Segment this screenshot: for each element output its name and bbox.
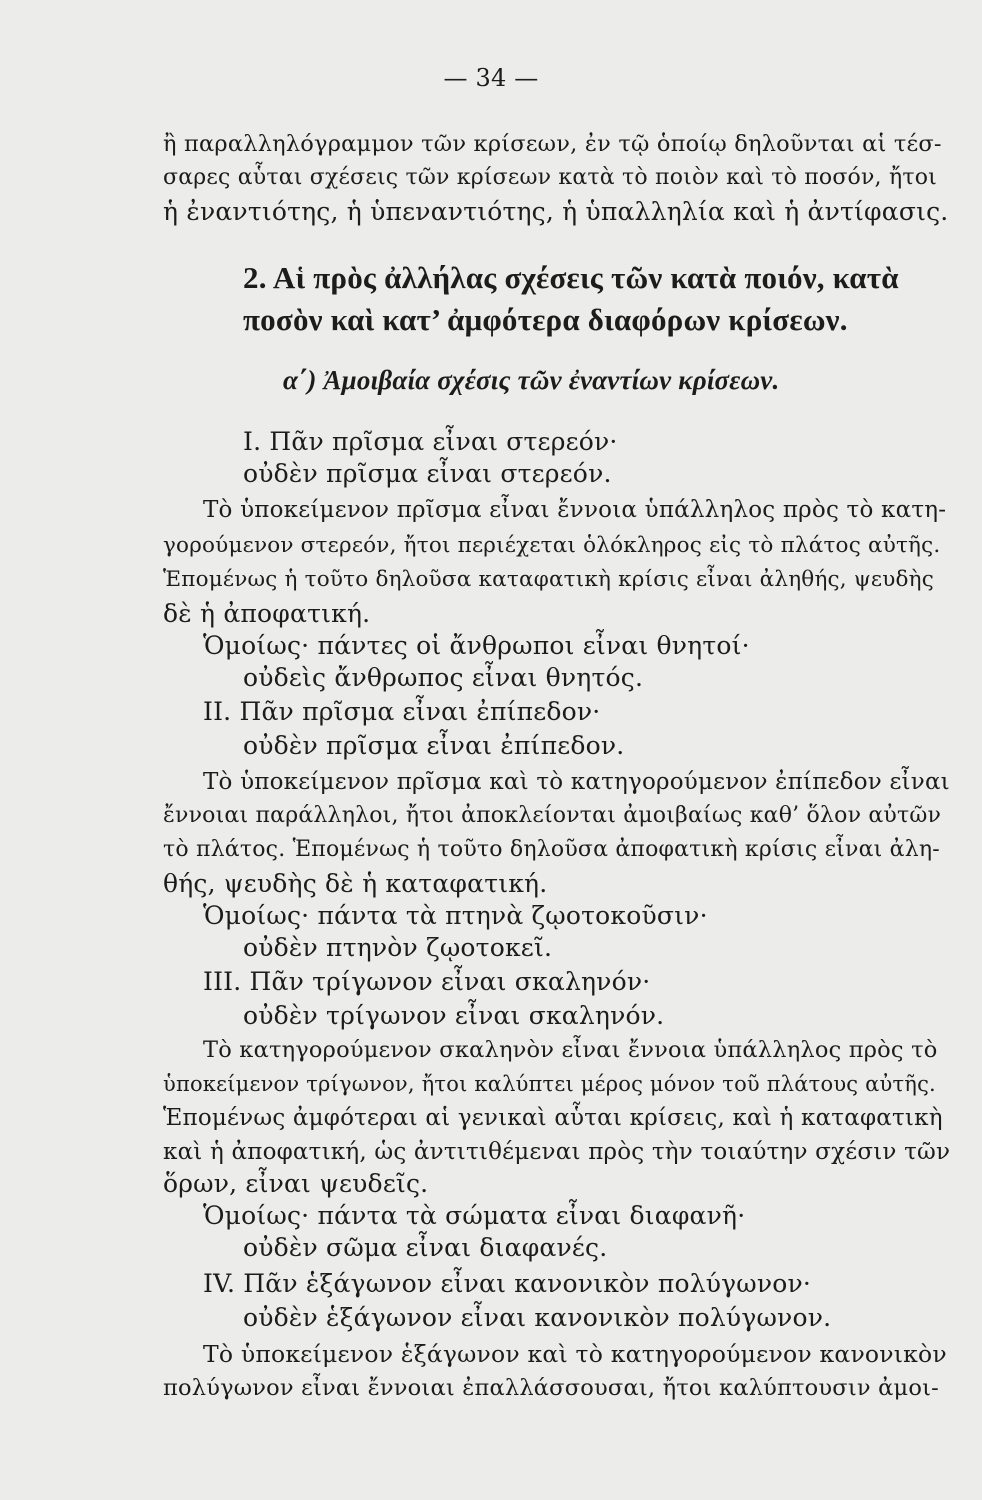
text-line: Τὸ ὑποκείμενον πρῖσμα εἶναι ἔννοια ὑπάλληλος πρὸς τὸ κατη- (203, 497, 947, 523)
text-line: δὲ ἡ ἀποφατική. (163, 599, 371, 628)
text-line: οὐδεὶς ἄνθρωπος εἶναι θνητός. (243, 663, 644, 692)
text-line: ἡ ἐναντιότης, ἡ ὑπεναντιότης, ἡ ὑπαλληλία καὶ ἡ ἀντίφασις. (163, 197, 949, 226)
text-line: Τὸ ὑποκείμενον ἑξάγωνον καὶ τὸ κατηγορούμενον κανονικὸν (203, 1340, 947, 1368)
text-line: Τὸ κατηγορούμενον σκαληνὸν εἶναι ἔννοια ὑπάλληλος πρὸς τὸ (203, 1037, 938, 1063)
text-line: οὐδὲν πρῖσμα εἶναι ἐπίπεδον. (243, 731, 625, 760)
text-line: ἔννοιαι παράλληλοι, ἤτοι ἀποκλείονται ἀμοιβαίως καθ’ ὅλον αὐτῶν (163, 803, 942, 828)
text-line: σαρες αὗται σχέσεις τῶν κρίσεων κατὰ τὸ ποιὸν καὶ τὸ ποσόν, ἤτοι (163, 165, 937, 190)
section-heading: ποσὸν καὶ κατ’ ἀμφότερα διαφόρων κρίσεων. (243, 302, 848, 337)
text-line: Τὸ ὑποκείμενον πρῖσμα καὶ τὸ κατηγορούμενον ἐπίπεδον εἶναι (203, 769, 950, 795)
text-line: Ὁμοίως· πάντα τὰ πτηνὰ ζῳοτοκοῦσιν· (203, 901, 708, 930)
text-line: οὐδὲν πτηνὸν ζῳοτοκεῖ. (243, 933, 553, 962)
text-line: II. Πᾶν πρῖσμα εἶναι ἐπίπεδον· (203, 697, 601, 726)
text-line: πολύγωνον εἶναι ἔννοιαι ἐπαλλάσσουσαι, ἤτοι καλύπτουσιν ἀμοι- (163, 1375, 939, 1401)
text-line: I. Πᾶν πρῖσμα εἶναι στερεόν· (243, 427, 618, 456)
text-line: καὶ ἡ ἀποφατική, ὡς ἀντιτιθέμεναι πρὸς τὴν τοιαύτην σχέσιν τῶν (163, 1139, 951, 1165)
subsection-heading: α΄) Ἀμοιβαία σχέσις τῶν ἐναντίων κρίσεων. (283, 365, 780, 395)
page-number: — 34 — (443, 64, 539, 92)
text-line: οὐδὲν ἑξάγωνον εἶναι κανονικὸν πολύγωνον. (243, 1303, 832, 1332)
text-line: ὅρων, εἶναι ψευδεῖς. (163, 1169, 429, 1198)
text-line: οὐδὲν τρίγωνον εἶναι σκαληνόν. (243, 1001, 665, 1030)
text-line: οὐδὲν πρῖσμα εἶναι στερεόν. (243, 459, 612, 488)
text-line: τὸ πλάτος. Ἑπομένως ἡ τοῦτο δηλοῦσα ἀποφατικὴ κρίσις εἶναι ἀλη- (163, 837, 940, 862)
text-line: Ἑπομένως ἡ τοῦτο δηλοῦσα καταφατικὴ κρίσις εἶναι ἀληθής, ψευδὴς (163, 567, 934, 592)
text-line: Ἑπομένως ἀμφότεραι αἱ γενικαὶ αὗται κρίσεις, καὶ ἡ καταφατικὴ (163, 1105, 943, 1131)
text-line: γορούμενον στερεόν, ἤτοι περιέχεται ὁλόκληρος εἰς τὸ πλάτος αὐτῆς. (163, 533, 941, 558)
text-line: Ὁμοίως· πάντα τὰ σώματα εἶναι διαφανῆ· (203, 1201, 746, 1230)
text-line: III. Πᾶν τρίγωνον εἶναι σκαληνόν· (203, 967, 651, 996)
section-heading: 2. Αἱ πρὸς ἀλλήλας σχέσεις τῶν κατὰ ποιόν, κατὰ (243, 260, 899, 295)
text-line: Ὁμοίως· πάντες οἱ ἄνθρωποι εἶναι θνητοί· (203, 631, 750, 660)
text-line: ἢ παραλληλόγραμμον τῶν κρίσεων, ἐν τῷ ὁποίῳ δηλοῦνται αἱ τέσ- (163, 131, 942, 157)
text-line: ὑποκείμενον τρίγωνον, ἤτοι καλύπτει μέρος μόνον τοῦ πλάτους αὐτῆς. (163, 1072, 936, 1096)
text-line: θής, ψευδὴς δὲ ἡ καταφατική. (163, 869, 548, 898)
text-line: οὐδὲν σῶμα εἶναι διαφανές. (243, 1233, 608, 1262)
text-line: IV. Πᾶν ἑξάγωνον εἶναι κανονικὸν πολύγωνον· (203, 1269, 812, 1298)
